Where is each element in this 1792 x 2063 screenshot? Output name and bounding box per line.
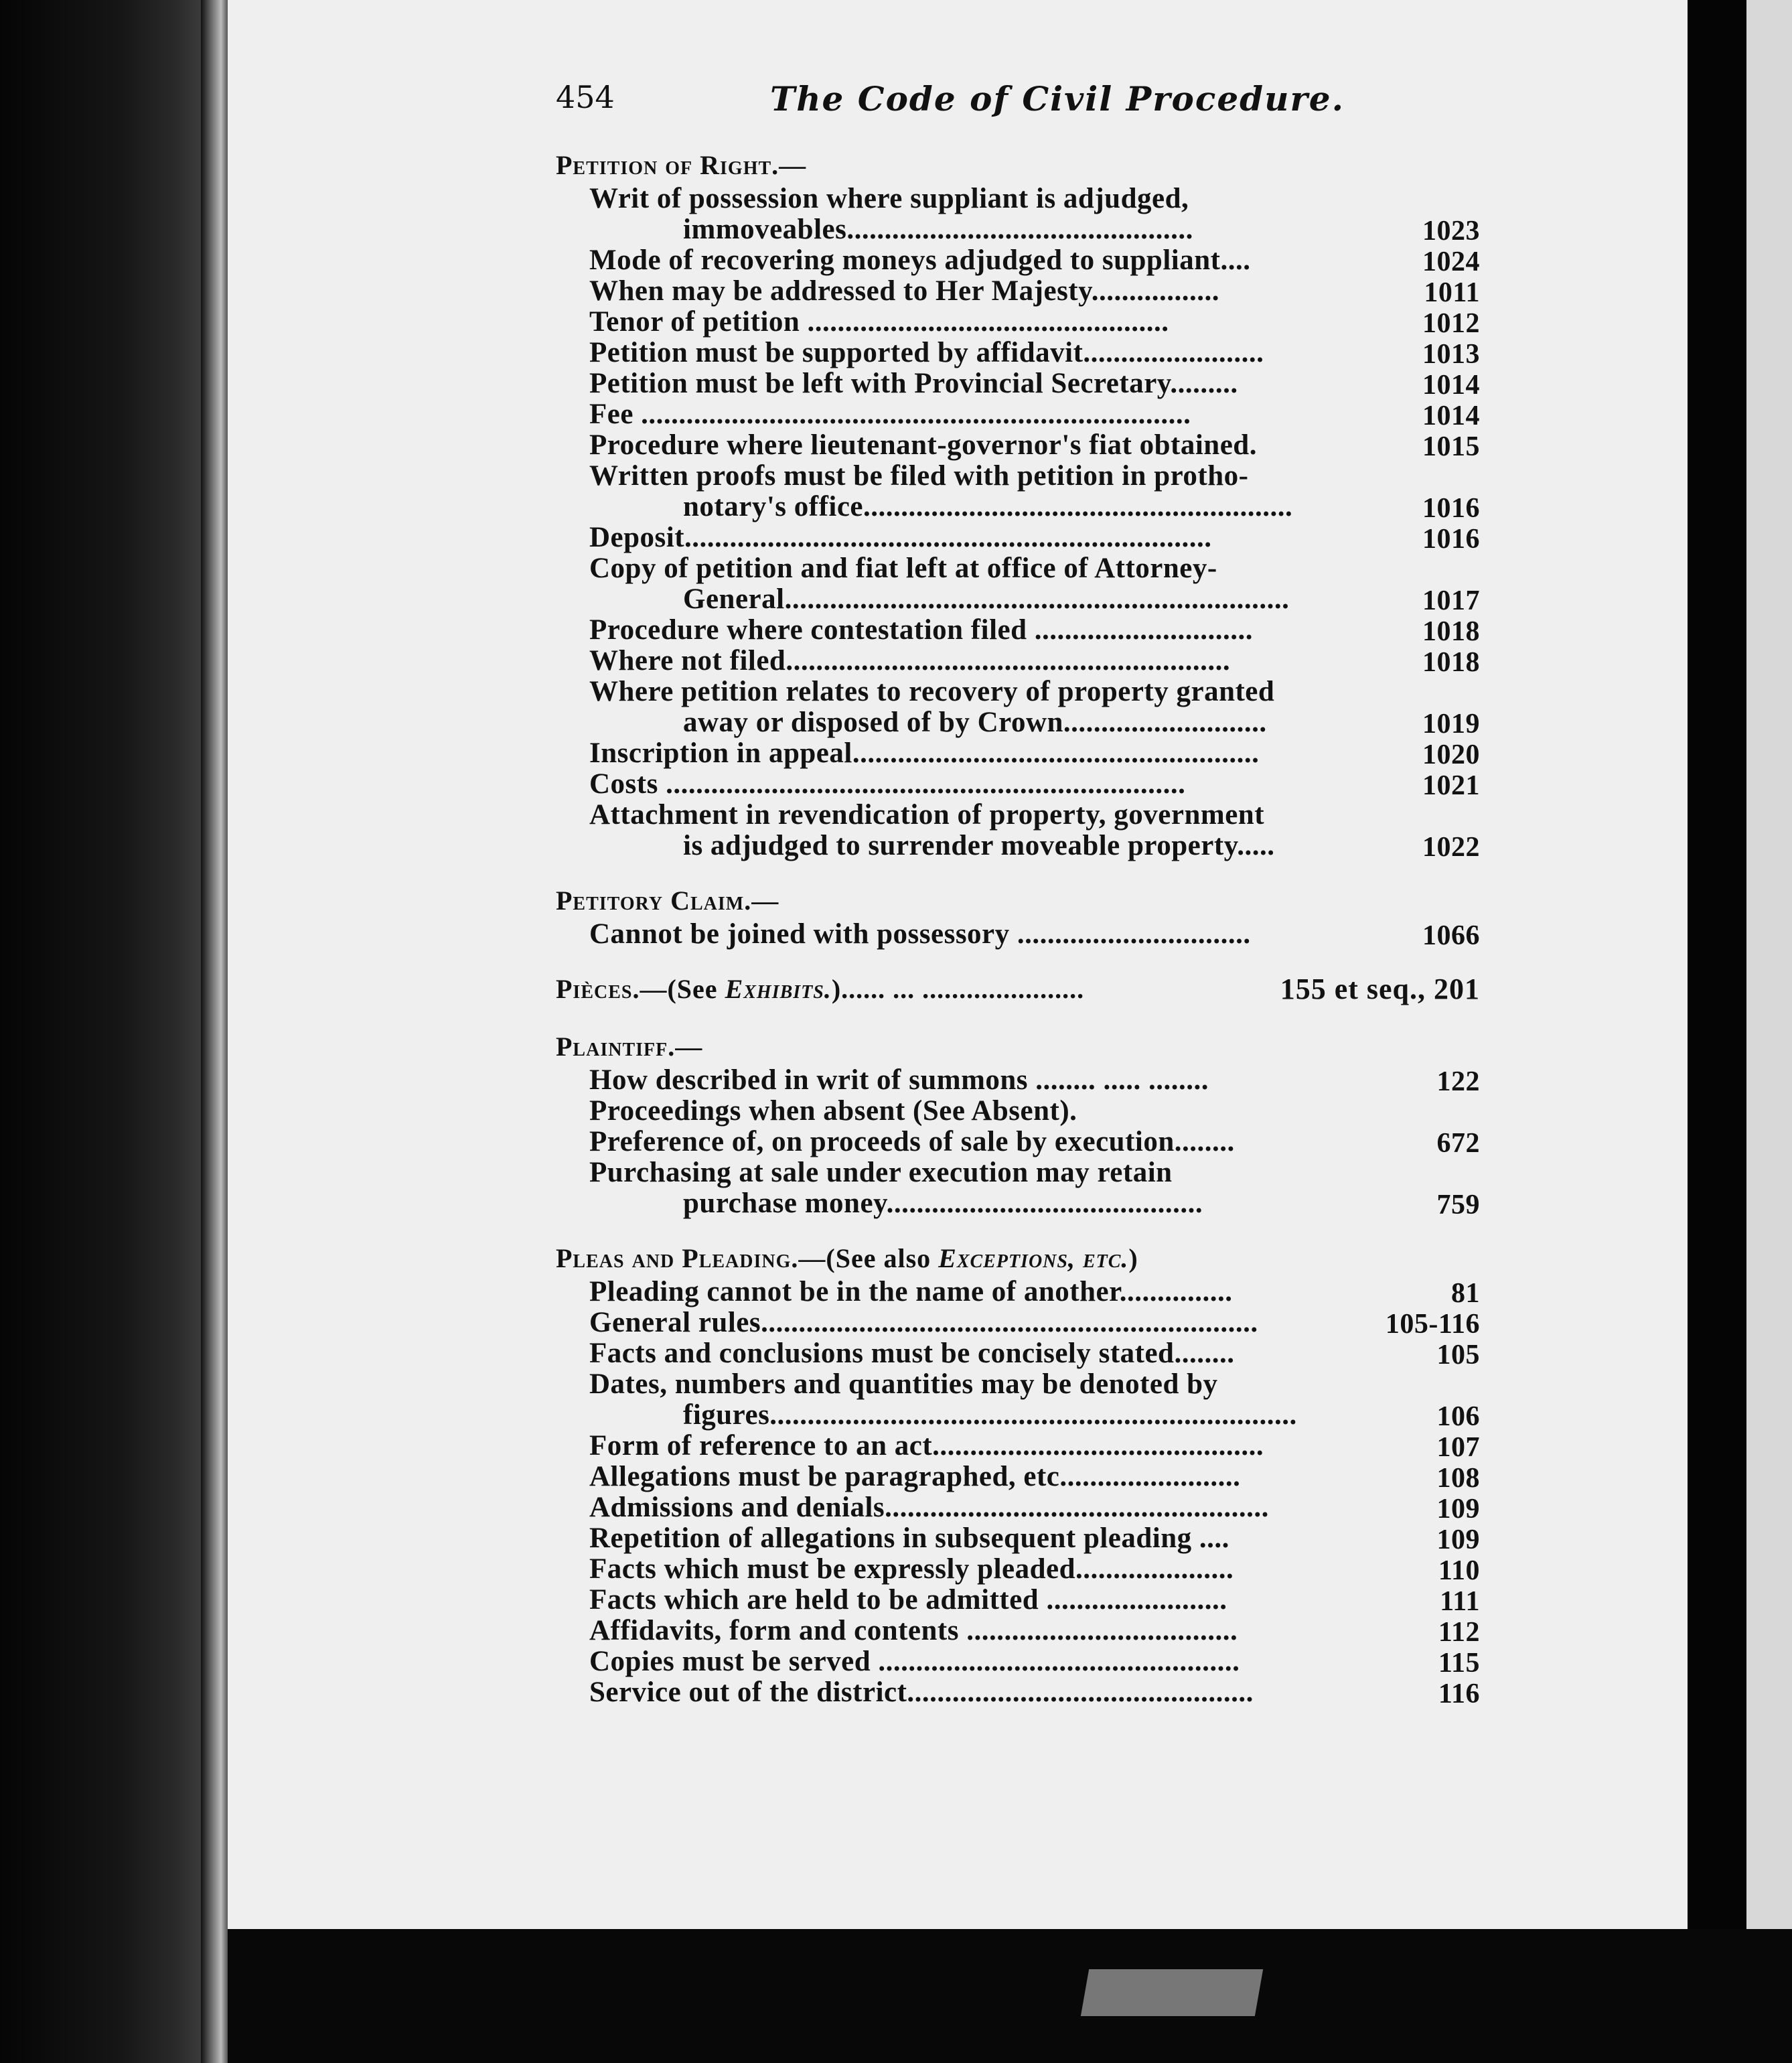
index-entry [536,553,1480,615]
bottom-tab [1081,1969,1263,2016]
article-reference: 1066 [1422,920,1480,951]
article-reference: 105 [1436,1340,1480,1370]
entry-text: Repetition of allegations in subsequent pleading .... [589,1523,1229,1554]
article-reference: 111 [1440,1586,1480,1617]
article-reference: 155 et seq., 201 [1280,973,1480,1005]
article-reference: 1013 [1422,339,1480,370]
heading-text: Petitory Claim.— [556,885,779,916]
heading-text: Pièces.— [556,974,668,1004]
index-entry [536,919,1480,950]
index-entry [536,1585,1480,1616]
section-heading [536,971,1480,1007]
article-reference: 109 [1436,1494,1480,1524]
article-reference: 106 [1436,1401,1480,1432]
index-entry [536,800,1480,861]
index-entry [536,338,1480,368]
index-entry [536,1492,1480,1523]
see-reference-term: Exhibits. [725,974,832,1004]
article-reference: 105-116 [1385,1309,1480,1340]
entry-text: Procedure where contestation filed ............................. [589,615,1254,646]
index-entry [536,646,1480,677]
index-entry [536,1369,1480,1431]
article-reference: 112 [1438,1617,1480,1648]
index-entry [536,1462,1480,1492]
running-title: The Code of Civil Procedure. [770,79,1345,119]
entry-text: General................................................................... [683,584,1290,615]
article-reference: 1015 [1422,431,1480,462]
article-reference: 1021 [1422,770,1480,801]
article-reference: 1018 [1422,616,1480,647]
entry-text: Mode of recovering moneys adjudged to suppliant.... [589,245,1251,276]
entry-text: Deposit...................................................................... [589,522,1212,553]
section-heading [536,1029,1480,1065]
entry-text: is adjudged to surrender moveable property..... [683,831,1275,861]
index-entry [536,1523,1480,1554]
index-entry [536,1307,1480,1338]
see-reference-end: )...... ... ...................... [831,974,1085,1004]
article-reference: 759 [1436,1190,1480,1220]
entry-text: purchase money.......................................... [683,1188,1203,1219]
index-entry [536,1096,1480,1127]
entry-text: Where not filed........................................................... [589,646,1231,677]
entry-text: Written proofs must be filed with petition in protho- [589,461,1249,492]
article-reference: 107 [1436,1432,1480,1463]
entry-text: Service out of the district.............................................. [589,1677,1254,1708]
entry-text: Proceedings when absent (See Absent). [589,1096,1077,1127]
entry-text: Petition must be supported by affidavit........................ [589,338,1264,368]
index-entry [536,1677,1480,1708]
index-entry [536,1646,1480,1677]
entry-text: Attachment in revendication of property, government [589,800,1265,831]
index-entry [536,615,1480,646]
index-entry [536,399,1480,430]
entry-text: Procedure where lieutenant-governor's fiat obtained. [589,430,1257,461]
entry-text: Copies must be served ................................................ [589,1646,1240,1677]
bottom-shadow [228,1929,1792,2063]
entry-text: Fee ......................................................................... [589,399,1191,430]
article-reference: 1019 [1422,709,1480,739]
entry-text: Preference of, on proceeds of sale by execution........ [589,1127,1235,1157]
entry-text: Allegations must be paragraphed, etc........................ [589,1462,1241,1492]
article-reference: 1016 [1422,493,1480,524]
article-reference: 122 [1436,1066,1480,1097]
entry-text: Cannot be joined with possessory ............................... [589,919,1251,950]
article-reference: 1011 [1424,277,1480,308]
index-entry [536,1616,1480,1646]
index-entry [536,1554,1480,1585]
heading-text: Petition of Right.— [556,150,807,180]
section-heading [536,1240,1480,1277]
entry-text: How described in writ of summons ........ ..... ........ [589,1065,1209,1096]
entry-text: Where petition relates to recovery of property granted [589,677,1275,707]
page-number: 454 [556,79,615,115]
index-entry [536,184,1480,245]
entry-text: Purchasing at sale under execution may retain [589,1157,1173,1188]
heading-text: Plaintiff.— [556,1032,703,1062]
article-reference: 1014 [1422,370,1480,401]
index-entry [536,1157,1480,1219]
article-reference: 1022 [1422,832,1480,863]
index-section [536,1240,1480,1708]
entry-text: Admissions and denials................................................... [589,1492,1269,1523]
index-entry [536,677,1480,738]
entry-text: Tenor of petition ................................................ [589,307,1169,338]
entry-text: immoveables.............................................. [683,214,1193,245]
page-edge [201,0,228,2063]
article-reference: 115 [1438,1648,1480,1679]
index-entry [536,1338,1480,1369]
index-entry [536,1277,1480,1307]
article-reference: 1014 [1422,401,1480,431]
entry-text: Inscription in appeal...................................................... [589,738,1260,769]
entry-text: General rules.................................................................. [589,1307,1258,1338]
index-entry [536,368,1480,399]
index-entry [536,769,1480,800]
entry-text: Form of reference to an act............................................ [589,1431,1264,1462]
index-entry [536,307,1480,338]
entry-text: Costs ..................................................................... [589,769,1186,800]
article-reference: 108 [1436,1463,1480,1494]
index-section [536,971,1480,1007]
section-heading [536,147,1480,184]
next-page-edge [1746,0,1792,1983]
entry-text: Pleading cannot be in the name of another............... [589,1277,1233,1307]
entry-text: notary's office......................................................... [683,492,1293,522]
entry-text: figures...................................................................... [683,1400,1297,1431]
index-entry [536,461,1480,522]
article-reference: 1017 [1422,585,1480,616]
article-reference: 1024 [1422,246,1480,277]
index-content [536,147,1480,1729]
book-binding [0,0,221,2063]
index-section [536,147,1480,861]
article-reference: 81 [1451,1278,1480,1309]
article-reference: 672 [1436,1128,1480,1159]
article-reference: 1020 [1422,739,1480,770]
entry-text: When may be addressed to Her Majesty................. [589,276,1220,307]
index-entry [536,1431,1480,1462]
article-reference: 1018 [1422,647,1480,678]
index-section [536,1029,1480,1219]
see-reference-end: ) [1128,1243,1138,1273]
index-entry [536,522,1480,553]
entry-text: Petition must be left with Provincial Secretary......... [589,368,1238,399]
index-entry [536,430,1480,461]
entry-text: away or disposed of by Crown........................... [683,707,1267,738]
section-heading [536,883,1480,919]
see-reference: (See [667,974,725,1004]
article-reference: 116 [1438,1679,1480,1709]
entry-text: Copy of petition and fiat left at office of Attorney- [589,553,1217,584]
article-reference: 1012 [1422,308,1480,339]
entry-text: Facts and conclusions must be concisely stated........ [589,1338,1235,1369]
index-entry [536,1127,1480,1157]
index-entry [536,276,1480,307]
page-header [556,79,1493,133]
entry-text: Dates, numbers and quantities may be denoted by [589,1369,1218,1400]
article-reference: 1023 [1422,216,1480,246]
index-entry [536,245,1480,276]
index-entry [536,1065,1480,1096]
heading-text: Pleas and Pleading.— [556,1243,826,1273]
index-section [536,883,1480,950]
see-reference: (See also [826,1243,939,1273]
entry-text: Facts which must be expressly pleaded..................... [589,1554,1234,1585]
article-reference: 109 [1436,1524,1480,1555]
see-reference-term: Exceptions, etc. [938,1243,1129,1273]
index-entry [536,738,1480,769]
entry-text: Writ of possession where suppliant is adjudged, [589,184,1189,214]
entry-text: Affidavits, form and contents .................................... [589,1616,1238,1646]
article-reference: 110 [1438,1555,1480,1586]
article-reference: 1016 [1422,524,1480,555]
entry-text: Facts which are held to be admitted ........................ [589,1585,1227,1616]
